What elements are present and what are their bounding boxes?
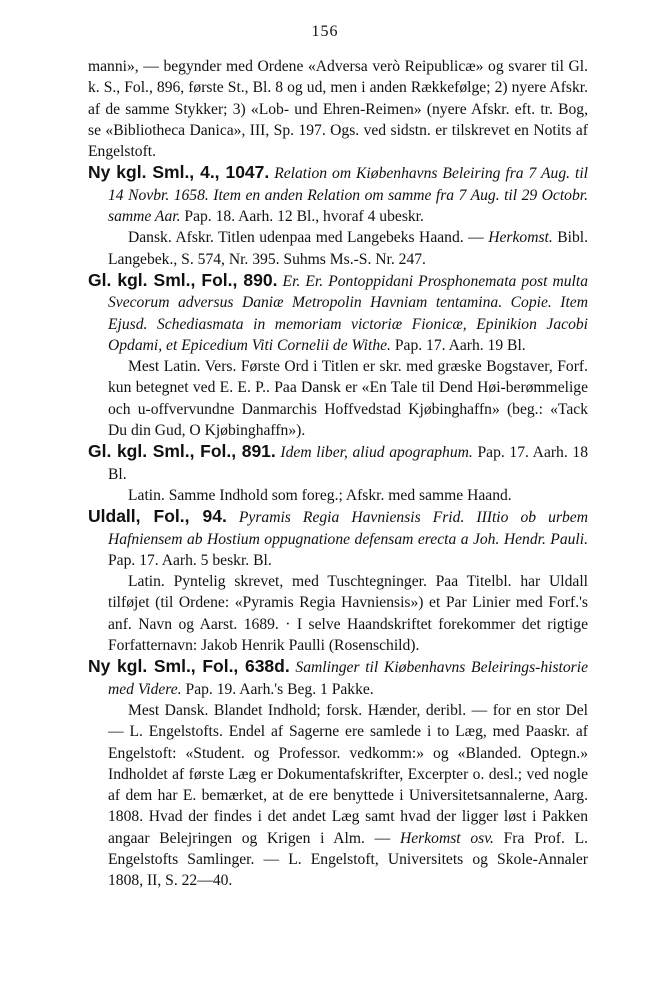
entry-title: Samlinger til Kiøbenhavns Beleirings-historie med Videre.: [108, 659, 588, 698]
entry-note-label: Herkomst osv.: [399, 829, 494, 847]
entry-description: Pap. 19. Aarh.'s Beg. 1 Pakke.: [185, 680, 374, 698]
entry-title: Pyramis Regia Havniensis Frid. IIItio ob urbem Hafniensem ab Hostium oppugnatione defensam erecta a Joh. Hendr. Pauli.: [108, 509, 588, 548]
entry-note: Mest Latin. Vers. Første Ord i Titlen er skr. med græske Bogstaver, Forf. kun betegnet ved E. E. P.. Paa Dansk er «En Tale til Dend Høi-berømmelige och u-offvervundne Danmarchis Hoffvedstad Kjøbinghaffn» (beg.: «Tack Du din Gud, O Kjøbinghaffn»).: [108, 358, 588, 440]
entry-title: Idem liber, aliud apographum.: [280, 444, 473, 462]
entry-note: Latin. Pyntelig skrevet, med Tuschtegninger. Paa Titelbl. har Uldall tilføjet (til Ordene: «Pyramis Regia Havniensis») et Par Linier med Forf.'s anf. Navn og Aarst. 1689. · I selve Haandskriftet forekommer det rigtige Forfatternavn: Jakob Henrik Paulli (Rosenschild).: [108, 573, 588, 655]
entry-title: Er. Er. Pontoppidani Prosphonemata post multa Svecorum adversus Daniæ Metropolin Havniam tentamina. Copie. Item Ejusd. Schediasmata in memoriam victoriæ Fionicæ, Epinikion Jacobi Opdami, et Epicedium Viti Cornelii de Withe.: [108, 272, 589, 354]
entry-description: Pap. 17. Aarh. 5 beskr. Bl.: [108, 551, 272, 569]
page-text: [88, 56, 588, 892]
entry-note: Mest Dansk. Blandet Indhold; forsk. Hænder, deribl. — for en stor Del — L. Engelstofts. Endel af Sagerne ere samlede i to Læg, med Paaskr. af Engelstoft: «Student. og Professor. vedkomm:» og «Blanded. Optegn.» Indholdet af første Læg er Dokumentafskrifter, Excerpter o. desl.; ved nogle af dem har E. bemærket, at de ere benyttede i Universitetsannalerne, Aarg. 1808. Hvad der findes i det andet Læg samt hvad der ligger løst i Pakken angaar Belejringen og Krigen i Alm. —: [108, 701, 588, 847]
entry-638d: [88, 656, 588, 891]
entry-890: [88, 270, 588, 441]
entry-description: Pap. 17. Aarh. 18 Bl.: [108, 444, 588, 483]
entry-note-tail: Fra Prof. L. Engelstofts Samlinger. — L. Engelstoft, Universitets og Skole-Annaler 1808, II, S. 22—40.: [108, 829, 589, 890]
entry-note: Dansk. Afskr. Titlen udenpaa med Langebeks Haand. —: [128, 229, 484, 247]
entry-891: [88, 441, 588, 506]
entry-uldall-94: [88, 506, 588, 656]
entry-heading: Ny kgl. Sml., Fol., 638d.: [88, 656, 290, 677]
entry-heading: Gl. kgl. Sml., Fol., 890.: [88, 269, 278, 290]
entry-note-label: Herkomst.: [488, 229, 553, 247]
entry-heading: Gl. kgl. Sml., Fol., 891.: [88, 441, 276, 462]
entry-1047: [88, 162, 588, 269]
entry-heading: Uldall, Fol., 94.: [88, 506, 227, 527]
entry-title: Relation om Kiøbenhavns Beleiring fra 7 Aug. til 14 Novbr. 1658. Item en anden Relation om samme fra 7 Aug. til 29 Octobr. samme Aar.: [108, 165, 588, 226]
entry-note: Latin. Samme Indhold som foreg.; Afskr. med samme Haand.: [128, 486, 512, 504]
intro-paragraph: manni», — begynder med Ordene «Adversa verò Reipublicæ» og svarer til Gl. k. S., Fol., 896, første St., Bl. 8 og ud, men i anden Rækkefølge; 2) nyere Afskr. af de samme Stykker; 3) «Lob- und Ehren-Reimen» (nyere Afskr. eft. tr. Bog, se «Bibliotheca Danica», III, Sp. 197. Ogs. ved sidstn. er tilskrevet en Notits af Engelstoft.: [88, 58, 588, 161]
entry-description: Pap. 18. Aarh. 12 Bl., hvoraf 4 ubeskr.: [184, 208, 424, 226]
entry-heading: Ny kgl. Sml., 4., 1047.: [88, 162, 270, 183]
entry-description: Pap. 17. Aarh. 19 Bl.: [394, 336, 526, 354]
entry-note-tail: Bibl. Langebek., S. 574, Nr. 395. Suhms Ms.-S. Nr. 247.: [108, 229, 588, 268]
page-number: 156: [311, 23, 339, 40]
